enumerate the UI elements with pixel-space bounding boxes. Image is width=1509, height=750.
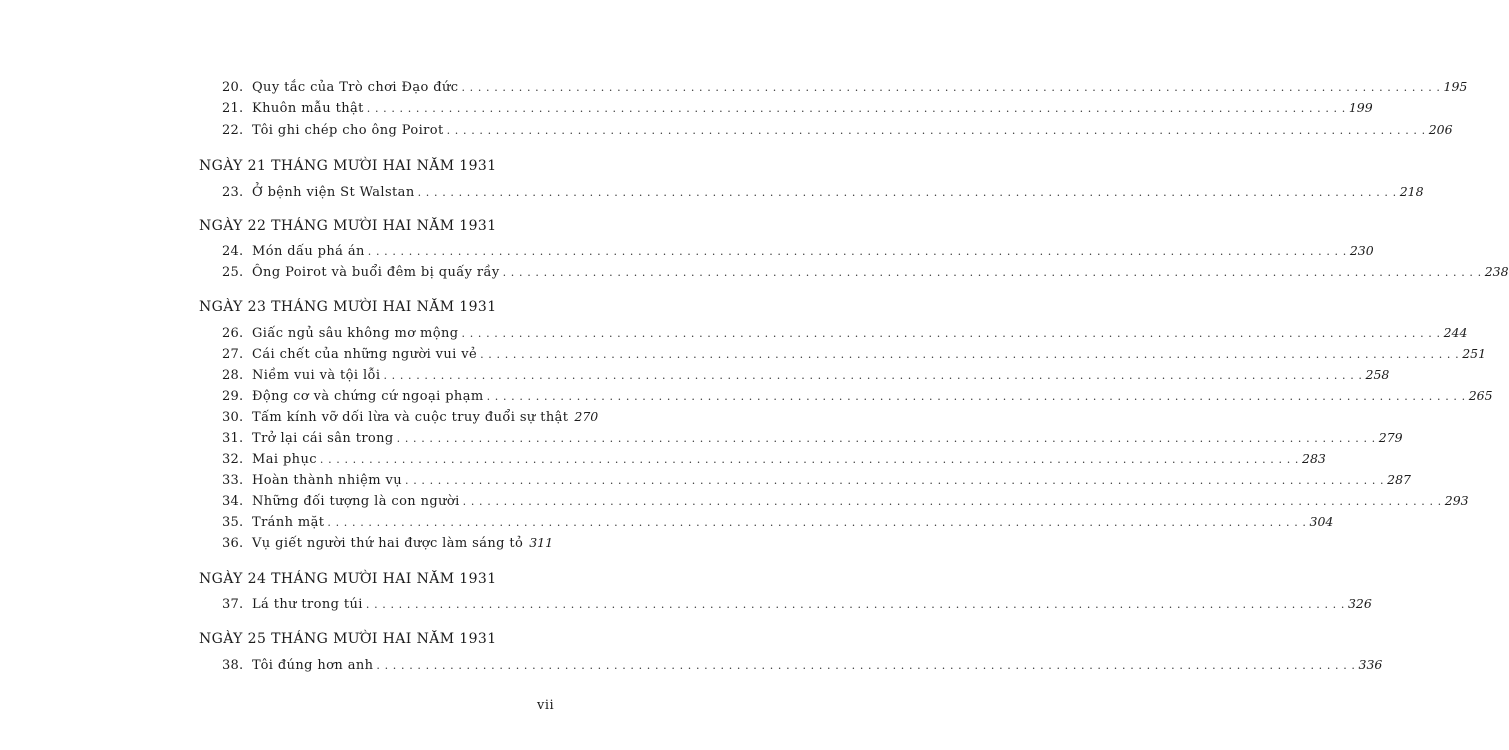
chapter-page: 287 (1387, 472, 1411, 487)
chapter-number: 34. (222, 494, 244, 509)
chapter-page: 283 (1302, 451, 1326, 466)
dot-leader: . . . . . . . . . . . . . . . . . . . . . . . . . . . . . . . . . . . . . . . . . . . . . . . . . . . . . . . . . . . . . . . . . . . . . . . . . . . . . . . . . . . . . . . . . . . . . . . . . . . . . . . . . . . . . . . . . . . . . . . . (461, 327, 1441, 340)
toc-entry (222, 344, 1487, 364)
chapter-title: Tôi đúng hơn anh (252, 658, 374, 673)
chapter-number: 20. (222, 80, 244, 95)
toc-entry (222, 407, 599, 427)
toc-entry (222, 512, 1334, 532)
section-heading: NGÀY 22 THÁNG MƯỜI HAI NĂM 1931 (199, 218, 497, 234)
toc-entry (222, 386, 1493, 406)
section-heading: NGÀY 21 THÁNG MƯỜI HAI NĂM 1931 (199, 158, 497, 174)
chapter-number: 24. (222, 244, 244, 259)
dot-leader: . . . . . . . . . . . . . . . . . . . . . . . . . . . . . . . . . . . . . . . . . . . . . . . . . . . . . . . . . . . . . . . . . . . . . . . . . . . . . . . . . . . . . . . . . . . . . . . . . . . . . . . . . . . . . . . . . . . . . . . . (405, 474, 1385, 487)
chapter-page: 265 (1468, 388, 1493, 403)
chapter-number: 26. (222, 326, 244, 341)
chapter-page: 258 (1365, 367, 1390, 382)
chapter-number: 36. (222, 536, 244, 551)
chapter-page: 293 (1444, 493, 1469, 508)
chapter-title: Giấc ngủ sâu không mơ mộng (252, 326, 459, 341)
chapter-number: 32. (222, 452, 244, 467)
toc-entry (222, 533, 552, 553)
toc-entry (222, 449, 1326, 469)
chapter-number: 23. (222, 185, 244, 200)
chapter-number: 38. (222, 658, 244, 673)
chapter-number: 21. (222, 101, 244, 116)
chapter-title: Ở bệnh viện St Walstan (252, 185, 415, 200)
chapter-page: 218 (1399, 184, 1424, 199)
toc-entry (222, 120, 1453, 140)
chapter-title: Tôi ghi chép cho ông Poirot (252, 123, 444, 138)
toc-entry (222, 262, 1509, 282)
dot-leader: . . . . . . . . . . . . . . . . . . . . . . . . . . . . . . . . . . . . . . . . . . . . . . . . . . . . . . . . . . . . . . . . . . . . . . . . . . . . . . . . . . . . . . . . . . . . . . . . . . . . . . . . . . . . . . . . . . . . . . . . (502, 266, 1482, 279)
chapter-page: 279 (1378, 430, 1403, 445)
chapter-title: Động cơ và chứng cứ ngoại phạm (252, 389, 484, 404)
chapter-title: Quy tắc của Trò chơi Đạo đức (252, 80, 459, 95)
chapter-title: Lá thư trong túi (252, 597, 363, 612)
toc-entry (222, 655, 1383, 675)
dot-leader: . . . . . . . . . . . . . . . . . . . . . . . . . . . . . . . . . . . . . . . . . . . . . . . . . . . . . . . . . . . . . . . . . . . . . . . . . . . . . . . . . . . . . . . . . . . . . . . . . . . . . . . . . . . . . . . . . . . . . . . . (480, 348, 1460, 361)
toc-entry (222, 470, 1411, 490)
dot-leader: . . . . . . . . . . . . . . . . . . . . . . . . . . . . . . . . . . . . . . . . . . . . . . . . . . . . . . . . . . . . . . . . . . . . . . . . . . . . . . . . . . . . . . . . . . . . . . . . . . . . . . . . . . . . . . . . . . . . . . . . (383, 369, 1363, 382)
chapter-title: Ông Poirot và buổi đêm bị quấy rầy (252, 265, 500, 280)
dot-leader: . . . . . . . . . . . . . . . . . . . . . . . . . . . . . . . . . . . . . . . . . . . . . . . . . . . . . . . . . . . . . . . . . . . . . . . . . . . . . . . . . . . . . . . . . . . . . . . . . . . . . . . . . . . . . . . . . . . . . . . . (366, 102, 1346, 115)
chapter-page: 244 (1443, 325, 1468, 340)
chapter-page: 251 (1462, 346, 1487, 361)
chapter-page: 270 (574, 409, 599, 424)
chapter-title: Những đối tượng là con người (252, 494, 460, 509)
chapter-number: 30. (222, 410, 244, 425)
chapter-page: 326 (1347, 596, 1372, 611)
dot-leader: . . . . . . . . . . . . . . . . . . . . . . . . . . . . . . . . . . . . . . . . . . . . . . . . . . . . . . . . . . . . . . . . . . . . . . . . . . . . . . . . . . . . . . . . . . . . . . . . . . . . . . . . . . . . . . . . . . . . . . . . (367, 245, 1347, 258)
dot-leader: . . . . . . . . . . . . . . . . . . . . . . . . . . . . . . . . . . . . . . . . . . . . . . . . . . . . . . . . . . . . . . . . . . . . . . . . . . . . . . . . . . . . . . . . . . . . . . . . . . . . . . . . . . . . . . . . . . . . . . . . (461, 81, 1441, 94)
dot-leader: . . . . . . . . . . . . . . . . . . . . . . . . . . . . . . . . . . . . . . . . . . . . . . . . . . . . . . . . . . . . . . . . . . . . . . . . . . . . . . . . . . . . . . . . . . . . . . . . . . . . . . . . . . . . . . . . . . . . . . . . (417, 186, 1397, 199)
dot-leader: . . . . . . . . . . . . . . . . . . . . . . . . . . . . . . . . . . . . . . . . . . . . . . . . . . . . . . . . . . . . . . . . . . . . . . . . . . . . . . . . . . . . . . . . . . . . . . . . . . . . . . . . . . . . . . . . . . . . . . . . (486, 390, 1466, 403)
dot-leader: . . . . . . . . . . . . . . . . . . . . . . . . . . . . . . . . . . . . . . . . . . . . . . . . . . . . . . . . . . . . . . . . . . . . . . . . . . . . . . . . . . . . . . . . . . . . . . . . . . . . . . . . . . . . . . . . . . . . . . . . (396, 432, 1376, 445)
chapter-number: 37. (222, 597, 244, 612)
chapter-title: Vụ giết người thứ hai được làm sáng tỏ (252, 536, 524, 551)
chapter-page: 199 (1348, 100, 1373, 115)
toc-entry (222, 77, 1468, 97)
toc-entry (222, 594, 1372, 614)
chapter-number: 25. (222, 265, 244, 280)
toc-entry (222, 428, 1403, 448)
dot-leader: . . . . . . . . . . . . . . . . . . . . . . . . . . . . . . . . . . . . . . . . . . . . . . . . . . . . . . . . . . . . . . . . . . . . . . . . . . . . . . . . . . . . . . . . . . . . . . . . . . . . . . . . . . . . . . . . . . . . . . . . (376, 659, 1356, 672)
chapter-title: Mai phục (252, 452, 317, 467)
chapter-title: Cái chết của những người vui vẻ (252, 347, 478, 362)
dot-leader: . . . . . . . . . . . . . . . . . . . . . . . . . . . . . . . . . . . . . . . . . . . . . . . . . . . . . . . . . . . . . . . . . . . . . . . . . . . . . . . . . . . . . . . . . . . . . . . . . . . . . . . . . . . . . . . . . . . . . . . . (446, 124, 1426, 137)
dot-leader: . . . . . . . . . . . . . . . . . . . . . . . . . . . . . . . . . . . . . . . . . . . . . . . . . . . . . . . . . . . . . . . . . . . . . . . . . . . . . . . . . . . . . . . . . . . . . . . . . . . . . . . . . . . . . . . . . . . . . . . . (462, 495, 1442, 508)
toc-entry (222, 98, 1373, 118)
dot-leader: . . . . . . . . . . . . . . . . . . . . . . . . . . . . . . . . . . . . . . . . . . . . . . . . . . . . . . . . . . . . . . . . . . . . . . . . . . . . . . . . . . . . . . . . . . . . . . . . . . . . . . . . . . . . . . . . . . . . . . . . (327, 516, 1307, 529)
chapter-page: 230 (1349, 243, 1374, 258)
chapter-page: 238 (1484, 264, 1509, 279)
toc-entry (222, 241, 1374, 261)
chapter-number: 31. (222, 431, 244, 446)
chapter-number: 28. (222, 368, 244, 383)
chapter-title: Tấm kính vỡ dối lừa và cuộc truy đuổi sự thật (252, 410, 569, 425)
chapter-number: 35. (222, 515, 244, 530)
chapter-number: 33. (222, 473, 244, 488)
toc-entry (222, 365, 1390, 385)
dot-leader: . . . . . . . . . . . . . . . . . . . . . . . . . . . . . . . . . . . . . . . . . . . . . . . . . . . . . . . . . . . . . . . . . . . . . . . . . . . . . . . . . . . . . . . . . . . . . . . . . . . . . . . . . . . . . . . . . . . . . . . . (365, 598, 1345, 611)
chapter-title: Niềm vui và tội lỗi (252, 368, 381, 383)
chapter-number: 22. (222, 123, 244, 138)
toc-entry (222, 323, 1468, 343)
section-heading: NGÀY 24 THÁNG MƯỜI HAI NĂM 1931 (199, 571, 497, 587)
chapter-page: 195 (1443, 79, 1468, 94)
chapter-number: 27. (222, 347, 244, 362)
dot-leader: . . . . . . . . . . . . . . . . . . . . . . . . . . . . . . . . . . . . . . . . . . . . . . . . . . . . . . . . . . . . . . . . . . . . . . . . . . . . . . . . . . . . . . . . . . . . . . . . . . . . . . . . . . . . . . . . . . . . . . . . (319, 453, 1299, 466)
toc-entry (222, 491, 1469, 511)
chapter-page: 311 (529, 535, 554, 550)
chapter-title: Món dấu phá án (252, 244, 365, 259)
chapter-title: Trở lại cái sân trong (252, 431, 394, 446)
chapter-title: Tránh mặt (252, 515, 325, 530)
chapter-page: 304 (1309, 514, 1334, 529)
section-heading: NGÀY 23 THÁNG MƯỜI HAI NĂM 1931 (199, 299, 497, 315)
section-heading: NGÀY 25 THÁNG MƯỜI HAI NĂM 1931 (199, 631, 497, 647)
page-number: vii (537, 698, 555, 713)
chapter-page: 336 (1358, 657, 1383, 672)
toc-entry (222, 182, 1424, 202)
chapter-title: Khuôn mẫu thật (252, 101, 364, 116)
chapter-title: Hoàn thành nhiệm vụ (252, 473, 403, 488)
chapter-number: 29. (222, 389, 244, 404)
chapter-page: 206 (1428, 122, 1453, 137)
